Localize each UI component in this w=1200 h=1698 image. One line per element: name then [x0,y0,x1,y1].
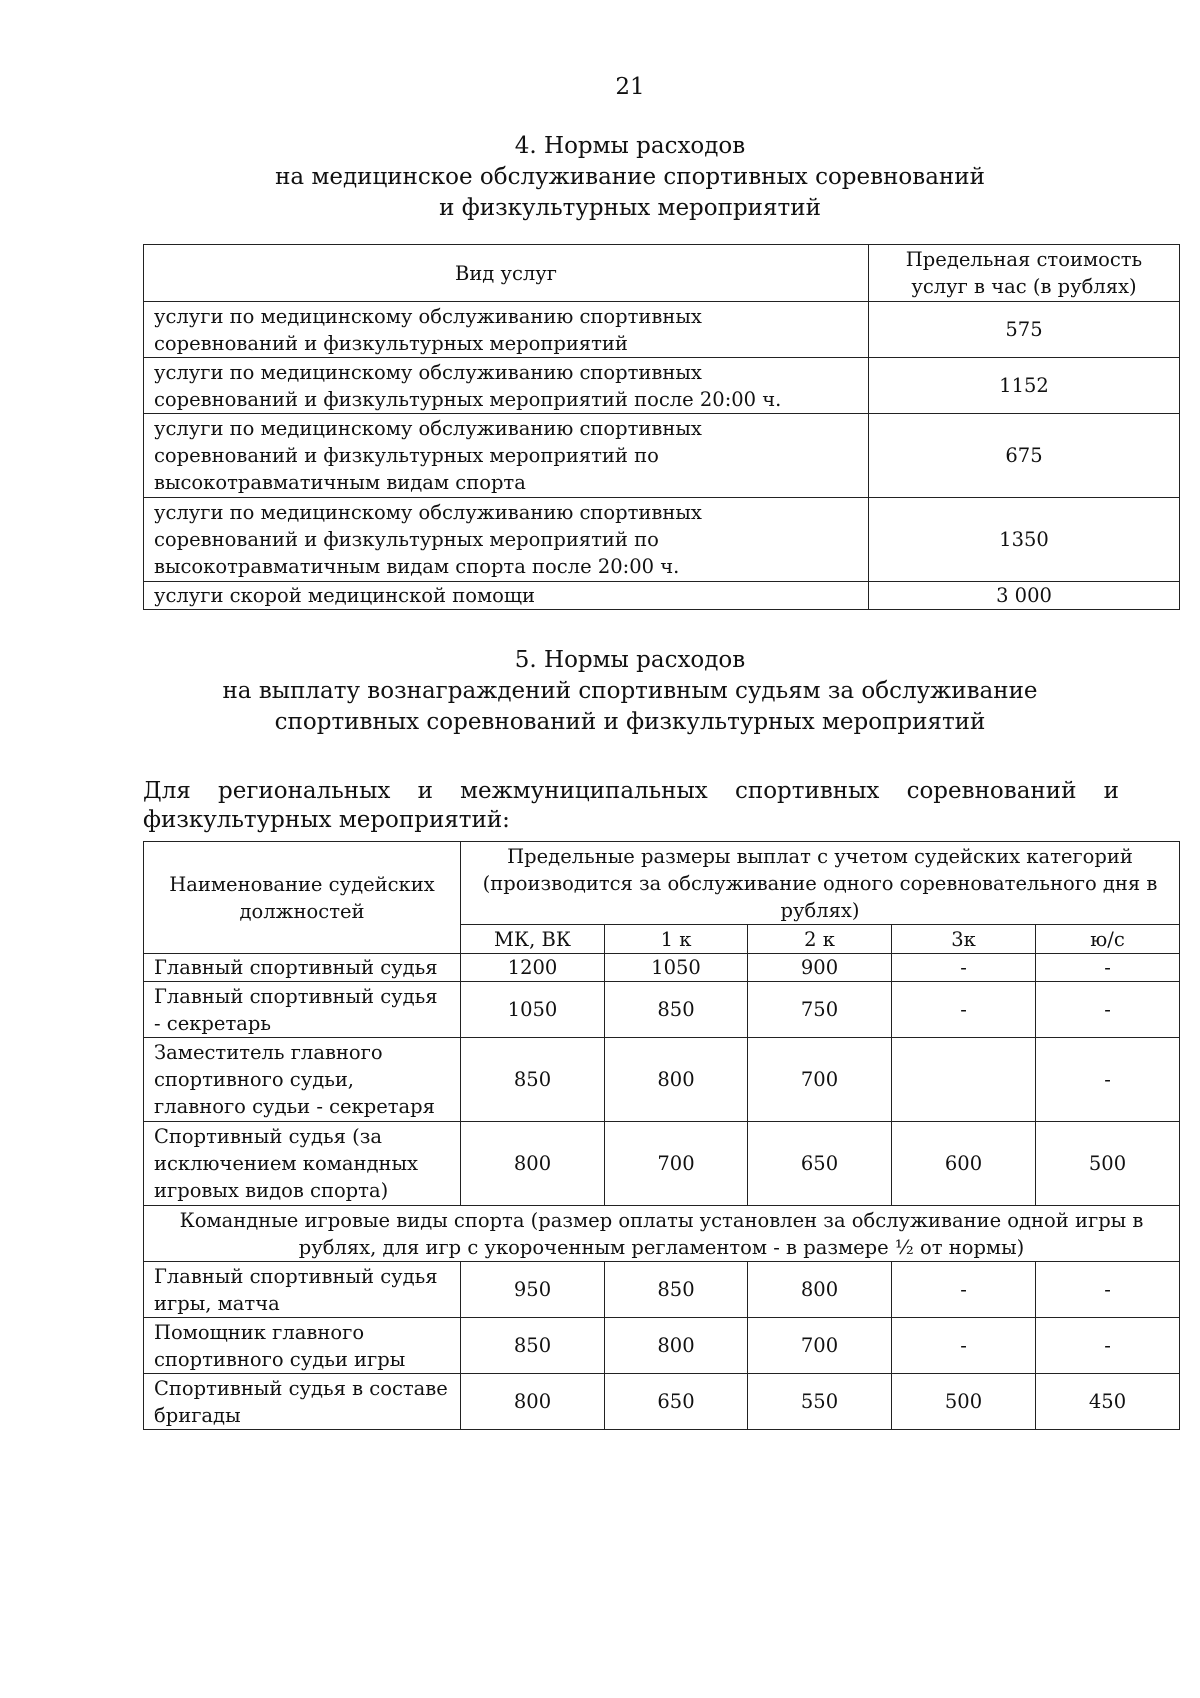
payment-value: 700 [605,1122,748,1206]
payment-value: 900 [748,954,892,982]
service-cost: 1350 [869,498,1180,582]
section-4-title-line: на медицинское обслуживание спортивных соревнований [275,164,985,190]
payment-value: - [1036,1262,1180,1318]
table-row [144,1318,1180,1374]
payment-value: 600 [892,1122,1036,1206]
service-type-header: Вид услуг [144,245,869,302]
payment-value: 850 [461,1318,605,1374]
intro-word: соревнований [906,778,1077,804]
payment-value: - [892,982,1036,1038]
service-cost: 675 [869,414,1180,498]
payment-value: - [1036,1318,1180,1374]
intro-word: и [1103,778,1119,804]
payment-value: 850 [461,1038,605,1122]
section-4-title [0,131,1200,224]
service-name-line: соревнований и физкультурных мероприятий по [154,444,659,467]
table-row [144,582,1180,610]
section-5-title-line: 5. Нормы расходов [514,647,746,673]
intro-word: и [417,778,433,804]
payment-value: 500 [892,1374,1036,1430]
service-cost: 1152 [869,358,1180,414]
payment-value: 800 [461,1374,605,1430]
intro-line-2: физкультурных мероприятий: [143,807,510,833]
medical-costs-table [143,244,1180,610]
service-name-line: соревнований и физкультурных мероприятий [154,331,628,355]
intro-word: спортивных [734,778,880,804]
referee-payments-table [143,841,1180,1430]
service-name-line: услуги по медицинскому обслуживанию спортивных [154,501,702,524]
payment-value: 800 [605,1038,748,1122]
payment-value: 1200 [461,954,605,982]
payment-value: 750 [748,982,892,1038]
position-name: Главный спортивный судья - секретарь [144,982,461,1038]
payment-value: 650 [748,1122,892,1206]
payment-value: 850 [605,982,748,1038]
payment-value: 850 [605,1262,748,1318]
table-row [144,954,1180,982]
payment-value: 950 [461,1262,605,1318]
intro-line-1 [143,777,1119,806]
payment-value: 800 [605,1318,748,1374]
payment-value: 450 [1036,1374,1180,1430]
page-number: 21 [615,74,645,100]
payment-value: - [892,1318,1036,1374]
service-name-line: услуги скорой медицинской помощи [154,584,535,607]
payment-value: - [1036,982,1180,1038]
table-row [144,1038,1180,1122]
payment-value: 1050 [605,954,748,982]
service-name-line: услуги по медицинскому обслуживанию спортивных [154,417,702,440]
service-name-line: высокотравматичным видам спорта [154,471,526,494]
team-sports-note-row [144,1206,1180,1262]
service-name [144,498,869,582]
position-name: Заместитель главного спортивного судьи, главного судьи - секретаря [144,1038,461,1122]
payment-value: 700 [748,1318,892,1374]
table-row [144,982,1180,1038]
payment-value: - [1036,1038,1180,1122]
position-name: Спортивный судья в составе бригады [144,1374,461,1430]
category-header: ю/с [1036,925,1180,954]
table-row [144,414,1180,498]
payment-value: 500 [1036,1122,1180,1206]
payment-value: 1050 [461,982,605,1038]
position-header: Наименование судейских должностей [144,842,461,954]
section-4-title-line: и физкультурных мероприятий [439,195,821,221]
max-cost-header: Предельная стоимость услуг в час (в рублях) [869,245,1180,302]
category-header: 1 к [605,925,748,954]
service-name [144,414,869,498]
service-name [144,358,869,414]
table-row [144,498,1180,582]
table-header-row [144,245,1180,302]
service-name-line: соревнований и физкультурных мероприятий после 20:00 ч. [154,387,782,411]
service-name [144,582,869,610]
table-row [144,302,1180,358]
table-header-row [144,842,1180,925]
payment-value: 700 [748,1038,892,1122]
table-row [144,1374,1180,1430]
payment-value [892,1038,1036,1122]
service-name-line: услуги по медицинскому обслуживанию спортивных [154,360,702,384]
table-row [144,1262,1180,1318]
payment-value: 550 [748,1374,892,1430]
service-name-line: услуги по медицинскому обслуживанию спортивных [154,304,702,328]
payment-value: - [1036,954,1180,982]
intro-paragraph [143,777,1119,835]
table-row [144,358,1180,414]
team-sports-note: Командные игровые виды спорта (размер оплаты установлен за обслуживание одной игры в рублях, для игр с укороченным регламентом - в размере ½ от нормы) [144,1206,1180,1262]
service-cost: 575 [869,302,1180,358]
payment-value: 800 [461,1122,605,1206]
category-header: МК, ВК [461,925,605,954]
position-name: Помощник главного спортивного судьи игры [144,1318,461,1374]
payment-value: - [892,954,1036,982]
category-header: 3к [892,925,1036,954]
position-name: Главный спортивный судья игры, матча [144,1262,461,1318]
table-row [144,1122,1180,1206]
payment-value: 800 [748,1262,892,1318]
payments-header: Предельные размеры выплат с учетом судейских категорий (производится за обслуживание одного соревновательного дня в рублях) [461,842,1180,925]
section-4-title-line: 4. Нормы расходов [514,133,746,159]
service-name-line: высокотравматичным видам спорта после 20:00 ч. [154,555,680,578]
section-5-title-line: спортивных соревнований и физкультурных мероприятий [274,709,986,735]
category-header: 2 к [748,925,892,954]
position-name: Спортивный судья (за исключением командных игровых видов спорта) [144,1122,461,1206]
service-name-line: соревнований и физкультурных мероприятий по [154,528,659,551]
intro-word: региональных [218,778,391,804]
payment-value: 650 [605,1374,748,1430]
section-5-title [0,645,1200,738]
intro-word: межмуниципальных [460,778,708,804]
section-5-title-line: на выплату вознаграждений спортивным судьям за обслуживание [222,678,1038,704]
position-name: Главный спортивный судья [144,954,461,982]
intro-word: Для [143,778,191,804]
service-cost: 3 000 [869,582,1180,610]
payment-value: - [892,1262,1036,1318]
service-name [144,302,869,358]
